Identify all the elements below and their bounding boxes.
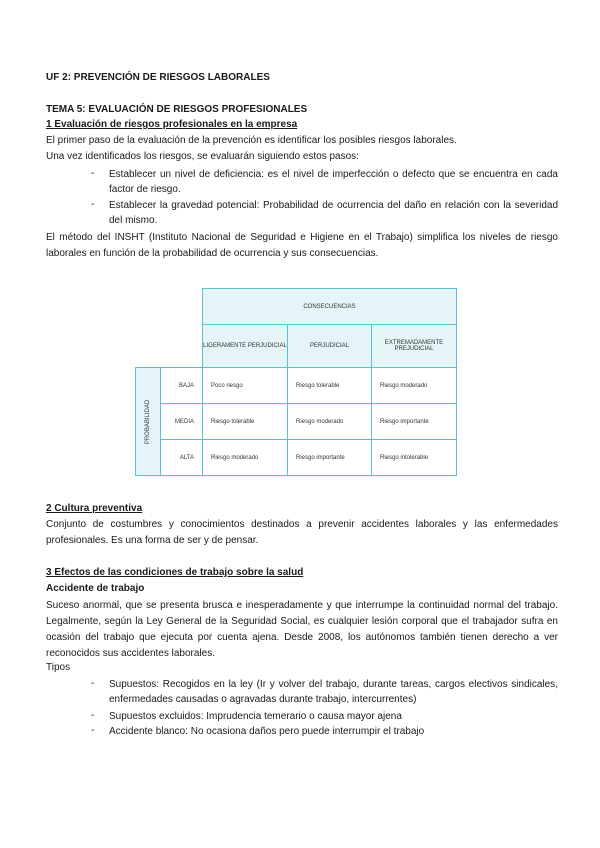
section1-paragraph-3: El método del INSHT (Instituto Nacional de Seguridad e Higiene en el Trabajo) simplifica los niveles de riesgo laborales en función de la probabilidad de ocurrencia y sus consecuencias.: [46, 232, 558, 259]
section3-heading: 3 Efectos de las condiciones de trabajo sobre la salud: [46, 567, 304, 578]
risk-cell: Riesgo moderado: [202, 439, 288, 476]
topic-title: TEMA 5: EVALUACIÓN DE RIESGOS PROFESIONALES: [46, 104, 308, 115]
probability-level: ALTA: [160, 439, 203, 476]
consequences-header: CONSECUENCIAS: [202, 288, 457, 325]
probability-header: [135, 367, 161, 476]
risk-matrix-table: [135, 288, 457, 476]
probability-label: PROBABILIDAD: [145, 399, 151, 444]
risk-cell: Riesgo intolerable: [371, 439, 457, 476]
section1-paragraph-2: Una vez identificados los riesgos, se evaluarán siguiendo estos pasos:: [46, 151, 359, 162]
column-header: PERJUDICIAL: [287, 324, 372, 368]
column-header: EXTREMADAMENTE PREJUDICIAL: [371, 324, 457, 368]
column-header: LIGERAMENTE PERJUDICIAL: [202, 324, 288, 368]
bullet-dash: -: [91, 725, 95, 736]
section1-paragraph-1: El primer paso de la evaluación de la prevención es identificar los posibles riesgos laborales.: [46, 135, 457, 146]
section3-bullet-3: Accidente blanco: No ocasiona daños pero puede interrumpir el trabajo: [109, 726, 425, 737]
bullet-dash: -: [91, 199, 95, 210]
bullet-dash: -: [91, 678, 95, 689]
risk-cell: Riesgo tolerable: [202, 403, 288, 440]
risk-cell: Riesgo importante: [371, 403, 457, 440]
risk-cell: Riesgo moderado: [287, 403, 372, 440]
section3-bullet-1: Supuestos: Recogidos en la ley (Ir y volver del trabajo, durante tareas, cargos electivos sindicales, enfermedades causadas o agravadas durante trabajo, intercurrentes): [109, 679, 558, 705]
risk-cell: Riesgo importante: [287, 439, 372, 476]
risk-cell: Poco riesgo: [202, 367, 288, 404]
probability-level: BAJA: [160, 367, 203, 404]
unit-title: UF 2: PREVENCIÓN DE RIESGOS LABORALES: [46, 72, 270, 83]
probability-level: MEDIA: [160, 403, 203, 440]
risk-cell: Riesgo tolerable: [287, 367, 372, 404]
section2-paragraph: Conjunto de costumbres y conocimientos destinados a prevenir accidentes laborales y las enfermedades profesionales. Es una forma de ser y de pensar.: [46, 519, 558, 546]
section1-bullet-2: Establecer la gravedad potencial: Probabilidad de ocurrencia del daño en relación con la severidad del mismo.: [109, 200, 558, 226]
bullet-dash: -: [91, 168, 95, 179]
types-label: Tipos: [46, 662, 71, 673]
section1-bullet-1: Establecer un nivel de deficiencia: es el nivel de imperfección o defecto que se encuentra en cada factor de riesgo.: [109, 169, 558, 195]
section1-heading: 1 Evaluación de riesgos profesionales en la empresa: [46, 119, 298, 130]
bullet-dash: -: [91, 710, 95, 721]
section2-heading: 2 Cultura preventiva: [46, 503, 143, 514]
section3-bullet-2: Supuestos excluidos: Imprudencia temerario o causa mayor ajena: [109, 711, 402, 722]
section3-paragraph: Suceso anormal, que se presenta brusca e inesperadamente y que interrumpe la continuidad normal del trabajo. Legalmente, según la Ley General de la Seguridad Social, es cualquier lesión corporal que el trabajador sufra en ocasión del trabajo que ejecuta por cuenta ajena. Desde 2008, los autónomos también tienen derecho a ver reconocidos sus accidentes laborales.: [46, 600, 558, 659]
risk-cell: Riesgo moderado: [371, 367, 457, 404]
section3-subheading: Accidente de trabajo: [46, 583, 145, 594]
